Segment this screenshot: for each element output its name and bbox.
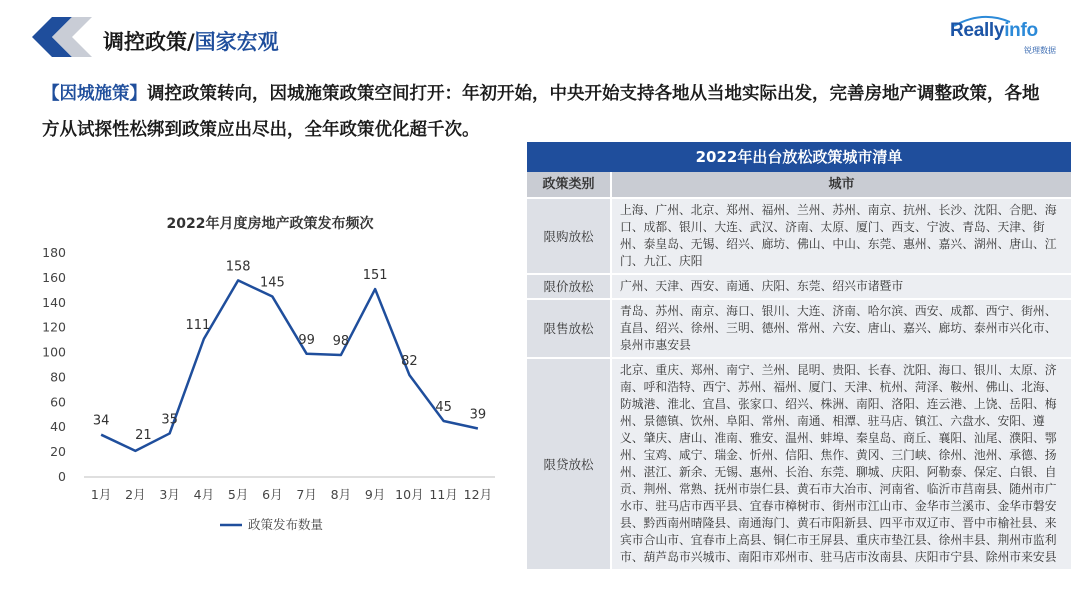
x-tick-label: 3月: [159, 487, 180, 502]
row-category: 限售放松: [527, 299, 611, 358]
table-row: [527, 358, 1071, 570]
row-category: 限购放松: [527, 198, 611, 274]
x-tick-label: 7月: [296, 487, 317, 502]
y-tick-label: 160: [42, 269, 66, 285]
header: [0, 0, 1080, 70]
policy-frequency-chart: [20, 205, 520, 555]
table-header-row: [527, 172, 1071, 198]
row-cities: 上海、广州、北京、郑州、福州、兰州、苏州、南京、抗州、长沙、沈阳、合肥、海口、成都、银川、大连、武汉、济南、太原、厦门、西支、宁波、青岛、天津、街州、泰皇岛、无锡、绍兴、廊坊、佛山、中山、东莞、惠州、嘉兴、湖州、唐山、江门、九江、庆阳: [611, 198, 1071, 274]
data-label: 45: [435, 400, 452, 415]
series-line: [101, 280, 478, 450]
city-policy-table: [527, 142, 1071, 571]
x-tick-label: 12月: [463, 487, 493, 502]
table-body: [527, 172, 1071, 571]
column-header-city: 城市: [611, 172, 1071, 198]
y-tick-label: 120: [42, 319, 66, 335]
intro-paragraph: [42, 76, 1042, 148]
y-tick-label: 60: [50, 394, 66, 410]
table-row: [527, 274, 1071, 299]
y-tick-label: 180: [42, 245, 66, 260]
chart-svg: [20, 205, 520, 555]
data-label: 158: [225, 259, 251, 275]
brand-logo: [950, 20, 1060, 62]
data-label: 145: [259, 275, 285, 291]
intro-tag: 【因城施策】: [42, 84, 147, 104]
x-tick-label: 2月: [125, 487, 146, 502]
x-tick-label: 9月: [364, 487, 386, 502]
column-header-type: 政策类别: [527, 172, 611, 198]
data-label: 98: [332, 334, 350, 350]
row-category: 限价放松: [527, 274, 611, 299]
x-tick-label: 5月: [227, 487, 249, 502]
x-tick-label: 6月: [262, 487, 283, 502]
table-row: [527, 299, 1071, 358]
data-label: 82: [401, 353, 418, 369]
data-label: 99: [298, 332, 315, 348]
x-tick-label: 4月: [193, 487, 215, 502]
row-cities: 广州、天津、西安、南通、庆阳、东莞、绍兴市诸暨市: [611, 274, 1071, 299]
table-row: [527, 198, 1071, 274]
title-main: 调控政策/: [103, 30, 195, 54]
data-label: 21: [135, 427, 152, 443]
data-label: 39: [469, 407, 487, 423]
x-tick-label: 8月: [330, 487, 352, 502]
x-tick-label: 10月: [395, 487, 424, 502]
y-tick-label: 80: [50, 369, 66, 385]
brand-name-a: Really: [950, 20, 1005, 41]
x-tick-label: 1月: [90, 487, 112, 502]
data-label: 35: [161, 412, 178, 428]
y-tick-label: 20: [50, 444, 66, 460]
brand-subtitle: 锐理数据: [1024, 46, 1056, 55]
legend-label: 政策发布数量: [248, 517, 324, 532]
diamond-logo-icon: [30, 14, 96, 60]
y-tick-label: 0: [58, 469, 66, 484]
row-category: 限贷放松: [527, 358, 611, 570]
y-tick-label: 40: [50, 419, 66, 435]
row-cities: 青岛、苏州、南京、海口、银川、大连、济南、哈尔滨、西安、成都、西宁、街州、直昌、绍兴、徐州、三明、德州、常州、六安、唐山、嘉兴、廊坊、泰州市兴化市、泉州市惠安县: [611, 299, 1071, 358]
y-tick-label: 100: [42, 344, 66, 360]
data-label: 151: [362, 268, 388, 284]
brand-name-b: info: [1004, 20, 1038, 41]
title-accent: 国家宏观: [194, 30, 279, 54]
intro-text: 调控政策转向，因城施策政策空间打开：年初开始，中央开始支持各地从当地实际出发，完善房地产调整政策，各地方从试探性松绑到政策应出尽出，全年政策优化超千次。: [42, 84, 1040, 140]
x-tick-label: 11月: [429, 487, 458, 502]
data-label: 34: [92, 413, 110, 429]
row-cities: 北京、重庆、郑州、南宁、兰州、昆明、贵阳、长春、沈阳、海口、银川、太原、济南、呼和浩特、西宁、苏州、福州、厦门、天津、杭州、菏泽、鞍州、佛山、北海、防城港、淮北、宜昌、张家口、绍兴、株洲、南阳、洛阳、连云港、上饶、岳阳、梅州、景德镇、饮州、阜阳、常州、南通、相潭、驻马店、镇江、六盘水、安阳、遵义、肇庆、唐山、准南、雅安、温州、蚌埠、秦皇岛、商丘、襄阳、汕尾、濮阳、鄂州、宝鸡、咸宁、瑞金、忻州、信阳、焦作、黄冈、三门峡、徐州、池州、承德、扬州、湛江、新余、无锡、惠州、长治、东莞、聊城、庆阳、阿勒泰、保定、白银、自贡、荆州、常熟、抚州市崇仁县、黄石市大冶市、河南省、临沂市莒南县、随州市广水市、驻马店市西平县、宜春市樟树市、街州市江山市、金华市兰溪市、金华市磐安县、黔西南州晴隆县、南通海门、黄石市阳新县、四平市双辽市、晋中市榆社县、来宾市合山市、宜春市上高县、铜仁市王屏县、重庆市垫江县、徐州丰县、荆州市监利市、葫芦岛市兴城市、南阳市邓州市、驻马店市汝南县、庆阳市宁县、除州市来安县: [611, 358, 1071, 570]
chart-title: 2022年月度房地产政策发布频次: [166, 216, 374, 232]
page-title: [103, 26, 279, 56]
table-title: 2022年出台放松政策城市清单: [527, 142, 1071, 172]
y-tick-label: 140: [42, 294, 66, 310]
data-label: 111: [185, 317, 211, 333]
